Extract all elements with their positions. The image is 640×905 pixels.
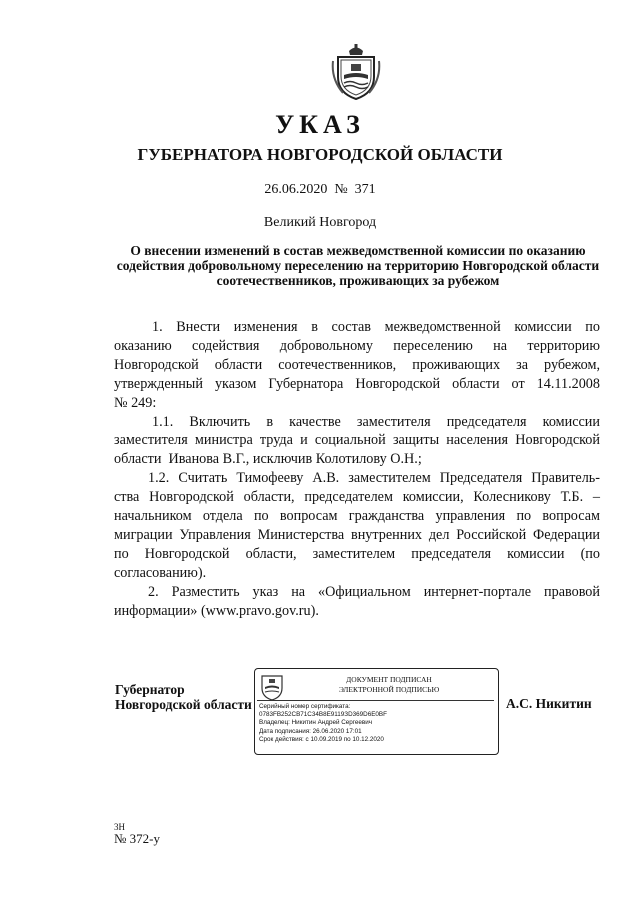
electronic-signature-stamp	[254, 668, 499, 755]
document-body	[114, 318, 600, 621]
city: Великий Новгород	[263, 215, 377, 230]
stamp-divider	[257, 700, 494, 701]
signer-name: А.С. Никитин	[506, 696, 592, 711]
body-line: 2. Разместить указ на «Официальном интернет-портале правовой	[148, 583, 600, 600]
body-line: Новгородской области соотечественников, проживающих за рубежом,	[114, 356, 600, 373]
body-line: миграции Управления Министерства внутренних дел Российской Федерации	[114, 526, 600, 543]
footer-number: № 372-у	[114, 831, 160, 846]
body-line: по Новгородской области, заместителем председателя комиссии (по	[114, 545, 600, 562]
signer-title	[115, 682, 252, 712]
stamp-signed-date: Дата подписания: 26.06.2020 17:01	[259, 727, 362, 735]
novgorod-coat-of-arms-icon	[331, 43, 381, 101]
document-title: УКАЗ	[275, 110, 365, 139]
stamp-heading-line: ЭЛЕКТРОННОЙ ПОДПИСЬЮ	[338, 684, 440, 694]
stamp-details	[259, 703, 495, 744]
stamp-cert-label: Серийный номер сертификата:	[259, 703, 351, 710]
body-line: 1.1. Включить в качестве заместителя председателя комиссии	[152, 413, 600, 430]
body-line: согласованию).	[114, 564, 207, 581]
signer-title-line: Губернатор	[115, 682, 185, 697]
date-number: 26.06.2020 № 371	[264, 182, 376, 197]
footer-initials: 3Н	[114, 822, 125, 832]
stamp-cert-value: 0783FB252CB71C34B8E9119ЗD369D6E0BF	[259, 711, 387, 719]
stamp-heading	[289, 675, 489, 694]
body-line: оказанию содействия добровольному переселению на территорию	[114, 337, 600, 354]
body-line: области Иванова В.Г., исключив Колотилову О.Н.;	[114, 451, 422, 468]
stamp-heading-line: ДОКУМЕНТ ПОДПИСАН	[346, 675, 432, 684]
body-line: 1.2. Считать Тимофееву А.В. заместителем Председателя Правитель-	[148, 470, 600, 487]
body-line: начальником отдела по вопросам гражданства управления по вопросам	[114, 508, 600, 525]
body-line: информации» (www.pravo.gov.ru).	[114, 602, 319, 619]
body-line: заместителя министра труда и социальной защиты населения Новгородской	[114, 432, 600, 449]
document-heading: О внесении изменений в состав межведомственной комиссии по оказанию содействия добровольному переселению на территорию Новгородской области соотечественников, проживающих за рубежом	[116, 243, 600, 288]
stamp-validity: Срок действия: с 10.09.2019 по 10.12.2020	[259, 735, 384, 743]
stamp-owner: Владелец: Никитин Андрей Сергеевич	[259, 719, 373, 727]
document-subtitle: ГУБЕРНАТОРА НОВГОРОДСКОЙ ОБЛАСТИ	[137, 145, 503, 164]
body-line: утвержденный указом Губернатора Новгородской области от 14.11.2008	[114, 375, 600, 392]
stamp-emblem-icon	[260, 673, 284, 701]
footer-reference	[114, 822, 160, 846]
signer-title-line: Новгородской области	[115, 697, 252, 712]
body-line: № 249:	[114, 394, 157, 411]
body-line: 1. Внести изменения в состав межведомственной комиссии по	[152, 319, 600, 335]
body-line: ства Новгородской области, председателем комиссии, Колесникову Т.Б. –	[114, 489, 600, 506]
